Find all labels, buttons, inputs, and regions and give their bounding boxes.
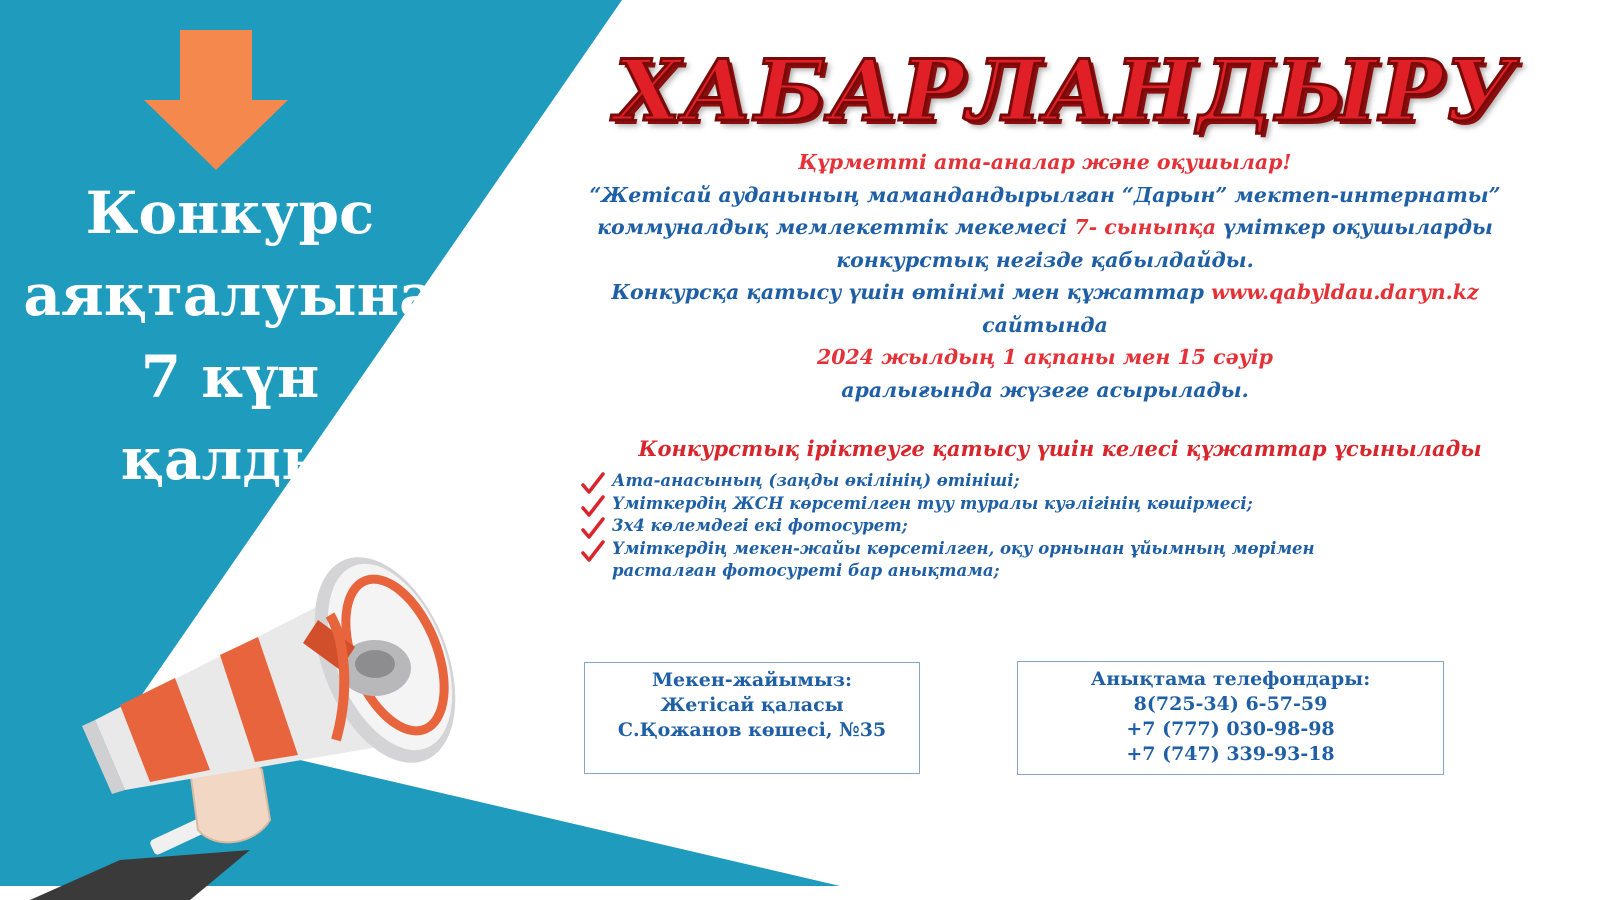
phones-label: Анықтама телефондары: [1090, 668, 1371, 690]
announcement-line [545, 211, 1545, 244]
countdown-line: 7 күн [140, 343, 320, 411]
announcement-line: аралығында жүзеге асырылады. [841, 377, 1249, 402]
requirement-text: Үміткердің ЖСН көрсетілген туу туралы куәлігінің көшірмесі; [612, 493, 1253, 513]
headline-title: ХАБАРЛАНДЫРУ [615, 41, 1517, 140]
list-item [580, 515, 1360, 538]
phones-box [1017, 661, 1444, 775]
checkmark-icon [580, 539, 606, 565]
requirements-title: Конкурстық іріктеуге қатысу үшін келесі құжаттар ұсынылады [638, 436, 1482, 461]
bottom-strip [0, 886, 1600, 900]
announcement-text: Конкурсқа қатысу үшін өтінімі мен құжаттар [611, 280, 1212, 304]
address-box [584, 662, 920, 774]
requirement-text: Ата-анасының (заңды өкілінің) өтініші; [612, 471, 1020, 490]
countdown-line: аяқталуына [23, 261, 437, 329]
phone-number[interactable]: +7 (777) 030-98-98 [1126, 718, 1335, 740]
countdown-text [20, 172, 440, 500]
address-label: Мекен-жайымыз: [651, 669, 853, 691]
announcement-text: коммуналдық мемлекеттік мекемесі [597, 215, 1075, 239]
address-city: Жетісай қаласы [660, 694, 844, 716]
countdown-line: Конкурс [85, 179, 375, 247]
greeting: Құрметті ата-аналар және оқушылар! [798, 150, 1292, 174]
phone-number[interactable]: +7 (747) 339-93-18 [1126, 743, 1335, 765]
list-item [580, 493, 1360, 516]
announcement-line: конкурстық негізде қабылдайды. [836, 247, 1254, 272]
announcement-line: сайтында [982, 312, 1108, 337]
announcement-text: үміткер оқушыларды [1216, 215, 1493, 239]
list-item [580, 470, 1360, 493]
announcement-line [545, 276, 1545, 309]
announcement-line: “Жетісай ауданының мамандандырылған “Дарын” мектеп-интернаты” [589, 182, 1501, 207]
address-street: С.Қожанов көшесі, №35 [617, 719, 887, 741]
list-item [580, 538, 1360, 583]
requirement-text: 3х4 көлемдегі екі фотосурет; [612, 516, 908, 535]
requirement-text: Үміткердің мекен-жайы көрсетілген, оқу орнынан ұйымның мөрімен [612, 538, 1315, 558]
countdown-line: қалды [120, 425, 340, 493]
grade-highlight: 7- сыныпқа [1074, 215, 1217, 239]
phone-number[interactable]: 8(725-34) 6-57-59 [1133, 693, 1328, 715]
website-link[interactable]: www.qabyldau.daryn.kz [1211, 280, 1479, 304]
date-range: 2024 жылдың 1 ақпаны мен 15 сәуір [817, 345, 1273, 369]
announcement-body [545, 146, 1545, 406]
requirement-text-continued: расталған фотосуреті бар анықтама; [612, 561, 1000, 580]
requirements-list [580, 470, 1360, 583]
